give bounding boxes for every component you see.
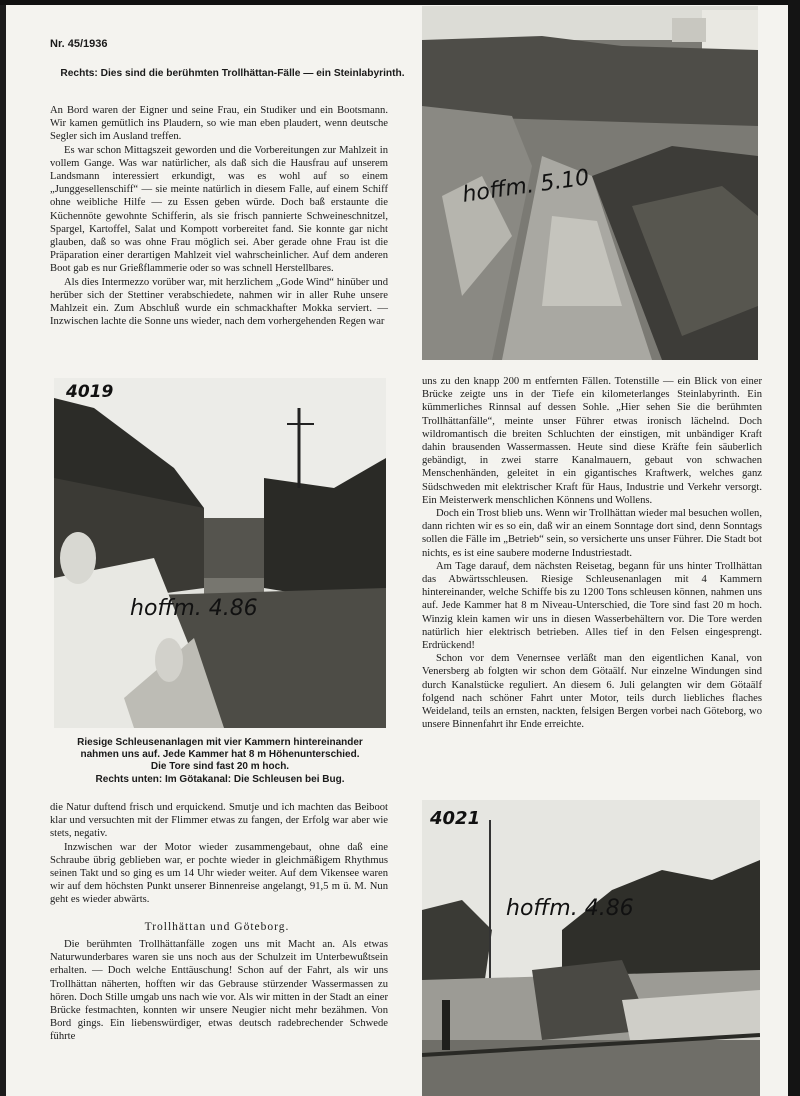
photo-lock-chambers <box>54 378 386 728</box>
paragraph: Doch ein Trost blieb uns. Wenn wir Trollhättan wieder mal besuchen wollen, dann richten wir es so ein, daß wir an einem Sonntage dort sind, denn Sonntags sollen die Fälle im „Betrieb“ sein, so versicherte uns unser Führer. Die Stadt bot nichts, es ist eine saubere moderne Industriestadt. <box>422 508 762 559</box>
paragraph: uns zu den knapp 200 m entfernten Fällen. Totenstille — ein Blick von einer Brücke zeigte uns in der Tiefe ein kilometerlanges Steinlabyrinth. Ein kümmerliches Rinnsal auf dessen Sohle. „Hier sehen Sie die berühmten Trollhättanfälle“, meinte unser Führer etwas ironisch lächelnd. Doch wildromantisch die breiten Schluchten der einstigen, mit unbändiger Kraft dahin brausenden Wassermassen. Heute sind diese Kräfte fein säuberlich gebändigt, in zwei starre Kanalmauern, gebaut von schwachen Menschenhänden, geleitet in ein gigantisches Kraftwerk, welches ganz Südschweden mit elektrischer Kraft für Haus, Industrie und Verkehr versorgt. Ein Meisterwerk menschlichen Könnens und Wollens. <box>422 376 762 506</box>
photo-goeta-canal <box>422 800 760 1096</box>
caption-locks <box>44 737 396 786</box>
caption-locks-line: nahmen uns auf. Jede Kammer hat 8 m Höhenunterschied. <box>80 749 360 761</box>
archive-note-locks: hoffm. 4.86 <box>130 596 258 621</box>
paragraph: Inzwischen war der Motor wieder zusammengebaut, ohne daß eine Schraube übrig geblieben war, er pochte wieder in gleichmäßigem Rhythmus seinen Takt und so ging es um 14 Uhr wieder weiter. Auf dem Vikensee waren wir auf dem höchsten Punkt unserer Binnenreise angelangt, 91,5 m ü. M. Nun geht es wieder abwärts. <box>50 841 388 906</box>
article-left-after-heading <box>50 938 388 1044</box>
paragraph: Schon vor dem Venernsee verläßt man den eigentlichen Kanal, von Venersberg ab folgten wir schon dem Götaälf. Nur einzelne Windungen sind durch Kanalstücke reguliert. An diesem 6. Juli gelangten wir dem Götaälf folgend nach schöner Fahrt unter Motor, teils durch liebliches flaches Weideland, teils an ernsten, nackten, felsigen Bergen vorbei nach Göteborg, wo unsere Binnenfahrt ihr Ende erreichte. <box>422 653 762 731</box>
article-left-bottom <box>50 801 388 907</box>
archive-note-falls: hoffm. 5.10 <box>460 165 591 208</box>
caption-canal-line: Rechts unten: Im Götakanal: Die Schleusen bei Bug. <box>95 773 345 785</box>
scan-edge-right <box>788 0 800 1096</box>
section-heading: Trollhättan und Göteborg. <box>144 921 290 933</box>
paragraph: Als dies Intermezzo vorüber war, mit herzlichem „Gode Wind“ hinüber und herüber sich der Stettiner verabschiedete, nahmen wir in aller Ruhe unsere Mahlzeit ein. Zum Abschluß wurde ein schmackhafter Mokka serviert. — Inzwischen lachte die Sonne uns wieder, nach dem vorhergehenden Regen war <box>50 276 388 328</box>
archive-number-locks: 4019 <box>66 382 114 402</box>
paragraph: Am Tage darauf, dem nächsten Reisetag, begann für uns hinter Trollhättan das Abwärtsschleusen. Riesige Schleusenanlagen mit 4 Kammern hintereinander, welche Schiffe bis zu 1200 Tons schleusen können, nahmen uns auf. Jede Kammer hat 8 m Niveau-Unterschied, die Tore sind fast 20 m hoch. Winzig klein kamen wir uns in diesen Wasserbehältern vor. Die Tore werden natürlich hier elektrisch betrieben. Alles tief in den Felsen eingesprengt. Erdrückend! <box>422 560 762 652</box>
canal-image <box>422 800 760 1096</box>
scan-edge-left <box>0 0 6 1096</box>
paragraph: Es war schon Mittagszeit geworden und die Vorbereitungen zur Mahlzeit in vollem Gange. Was war natürlicher, als daß sich die Hausfrau auf unserem Landsmann interessiert erkundigt, was es wohl auf so einem „Junggesellenschiff“ — sie meinte natürlich in diesem Falle, auf einem Schiff ohne weibliche Hilfe — zu Essen geben würde. Doch baß erstaunte die Küchennöte gewohnte Schifferin, als sie frisch pannierte Schweineschnitzel, Spargel, Kartoffel, Salat und Kompott vorbereitet fand. Sie konnte gar nicht glauben, daß so was ohne Frau möglich sei. Aber gerade ohne Frau ist die Präparation einer derartigen Mahlzeit viel wahrscheinlicher. Auf dem anderen Boot gab es nur Grießflammerie oder so was schnell Herstellbares. <box>50 144 388 275</box>
archive-note-canal: hoffm. 4.86 <box>506 896 634 921</box>
scan-edge-top <box>0 0 800 5</box>
article-right-middle <box>422 375 762 731</box>
caption-falls-text: Rechts: Dies sind die berühmten Trollhättan-Fälle — ein Steinlabyrinth. <box>60 68 405 79</box>
caption-locks-line: Die Tore sind fast 20 m hoch. <box>150 761 290 773</box>
caption-locks-line: Riesige Schleusenanlagen mit vier Kammern hintereinander <box>77 737 363 748</box>
photo-trollhaettan-falls <box>422 6 758 360</box>
issue-number: Nr. 45/1936 <box>50 38 108 50</box>
caption-falls <box>60 68 405 80</box>
paragraph: Die berühmten Trollhättanfälle zogen uns mit Macht an. Als etwas Naturwunderbares waren sie uns noch aus der Schulzeit im Unterbewußtsein erhalten. — Doch welche Enttäuschung! Schon auf der Fahrt, als wir uns Trollhättan näherten, hofften wir das Gebrause stürzender Wassermassen zu hören. Doch Stille umgab uns nach wie vor. Als wir mitten in der Stadt an einer Brücke festmachten, konnten wir unsere Neugier nicht mehr bezähmen. Von Bord gings. Ein liebenswürdiger, etwas deutsch radebrechender Schwede führte <box>50 939 388 1043</box>
archive-number-canal: 4021 <box>430 808 481 829</box>
article-left-top <box>50 104 388 328</box>
locks-image <box>54 378 386 728</box>
paragraph: An Bord waren der Eigner und seine Frau, ein Studiker und ein Bootsmann. Wir kamen gemütlich ins Plaudern, so wie man eben plaudert, wenn deutsche Segler sich im Ausland treffen. <box>50 105 388 143</box>
paragraph: die Natur duftend frisch und erquickend. Smutje und ich machten das Beiboot klar und versuchten mit der Flimmer etwas zu fangen, der Erfolg war aber wie stets, negativ. <box>50 802 388 840</box>
